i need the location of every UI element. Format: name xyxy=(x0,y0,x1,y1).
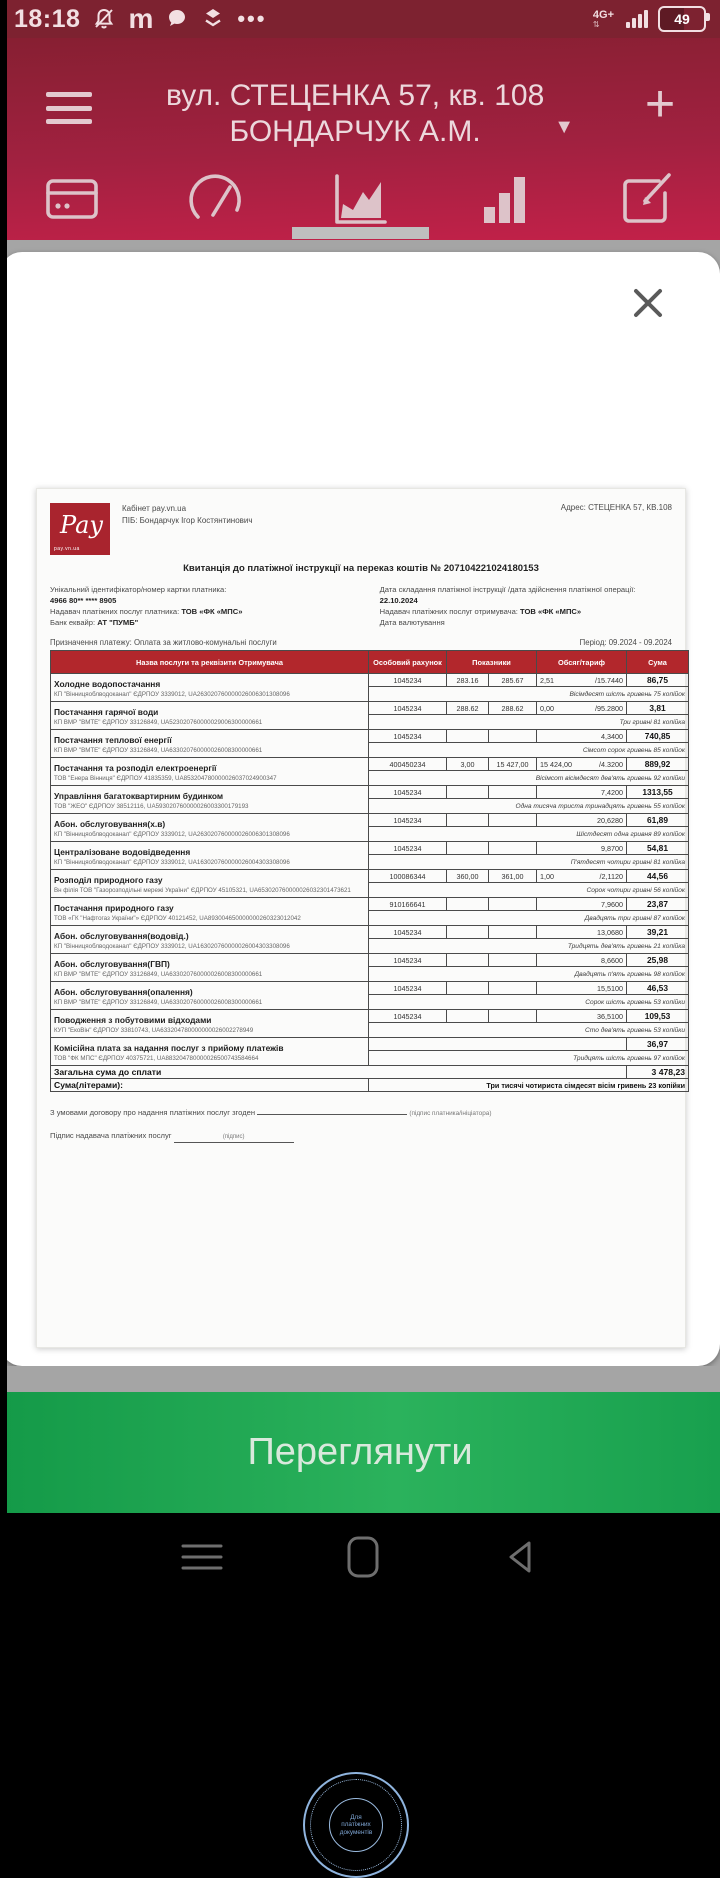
account-cell: 1045234 xyxy=(369,674,447,687)
volume-tariff-cell: 20,6280 xyxy=(537,814,627,827)
reading-prev-cell xyxy=(447,954,489,967)
table-row xyxy=(51,674,689,687)
volume-tariff-cell: 7,9600 xyxy=(537,898,627,911)
pay-logo: Pay pay.vn.ua xyxy=(50,503,110,555)
service-name-cell: Розподіл природного газу Вн філія ТОВ "Газорозподільні мережі України" ЄДРПОУ 45105321, UA653020760000026032301473621 xyxy=(51,870,369,898)
page-title: вул. СТЕЦЕНКА 57, кв. 108 БОНДАРЧУК А.М. xyxy=(165,79,545,148)
reading-curr-cell xyxy=(489,814,537,827)
close-icon[interactable] xyxy=(628,284,668,324)
active-tab-indicator xyxy=(292,227,429,239)
reading-prev-cell: 283.16 xyxy=(447,674,489,687)
sum-cell: 39,21 xyxy=(627,926,689,939)
receipt-title: Квитанція до платіжної інструкції на переказ коштів № 207104221024180153 xyxy=(183,563,539,574)
bell-muted-icon xyxy=(92,7,116,31)
table-row xyxy=(51,786,689,799)
reading-curr-cell: 15 427,00 xyxy=(489,758,537,771)
info-line: Надавач платіжних послуг платника: ТОВ «ФК «МПС» xyxy=(50,607,243,616)
table-row xyxy=(51,814,689,827)
table-row xyxy=(51,898,689,911)
signature-section: З умовами договору про надання платіжних послуг згоден (підпис платника/ініціатора) Підпис надавача платіжних послуг (підпис) Для платіжних документів xyxy=(50,1106,672,1143)
reading-prev-cell xyxy=(447,814,489,827)
service-name-cell: Абон. обслуговування(водовід.) КП "Вінницяоблводоканал" ЄДРПОУ 3339012, UA163020760000026004303308096 xyxy=(51,926,369,954)
battery-level: 49 xyxy=(674,11,690,27)
reading-prev-cell xyxy=(447,1010,489,1023)
volume-tariff-cell: 15 424,00 /4.3200 xyxy=(537,758,627,771)
reading-curr-cell xyxy=(489,954,537,967)
amount-in-words-cell: Сімсот сорок гривень 85 копійок xyxy=(369,743,689,758)
account-cell: 1045234 xyxy=(369,1010,447,1023)
app-header xyxy=(0,38,720,240)
payer-info-block xyxy=(50,584,380,628)
bar-chart-icon xyxy=(476,171,532,227)
info-line: 22.10.2024 xyxy=(379,596,418,605)
volume-tariff-cell: 2,51 /15.7440 xyxy=(537,674,627,687)
amount-in-words-cell: Шістдесят одна гривня 89 копійок xyxy=(369,827,689,842)
volume-tariff-cell: 0,00 /95.2800 xyxy=(537,702,627,715)
amount-in-words-cell: Вісімсот вісімдесят дев'ять гривень 92 копійки xyxy=(369,771,689,786)
reading-curr-cell xyxy=(489,926,537,939)
account-cell: 910166641 xyxy=(369,898,447,911)
amount-in-words-cell: Тридцять дев'ять гривень 21 копійка xyxy=(369,939,689,954)
round-stamp: Для платіжних документів xyxy=(303,1772,409,1878)
home-button[interactable] xyxy=(343,1534,383,1580)
reading-curr-cell xyxy=(489,842,537,855)
sum-cell: 44,56 xyxy=(627,870,689,883)
account-cell: 1045234 xyxy=(369,982,447,995)
sum-cell: 740,85 xyxy=(627,730,689,743)
reading-prev-cell xyxy=(447,926,489,939)
clock: 18:18 xyxy=(14,4,81,33)
amount-in-words-cell: Тридцять шість гривень 97 копійок xyxy=(369,1051,689,1066)
address-line: Адрес: СТЕЦЕНКА 57, КВ.108 xyxy=(560,503,672,512)
table-header-row xyxy=(51,651,689,674)
service-name-cell: Постачання теплової енергії КП ВМР "ВМТЕ" ЄДРПОУ 33126849, UA633020760000026008300000661 xyxy=(51,730,369,758)
volume-tariff-cell: 9,8700 xyxy=(537,842,627,855)
gauge-icon xyxy=(186,171,246,227)
info-line: Надавач платіжних послуг отримувача: ТОВ «ФК «МПС» xyxy=(379,607,582,616)
volume-tariff-cell: 15,5100 xyxy=(537,982,627,995)
sum-cell: 1313,55 xyxy=(627,786,689,799)
table-row xyxy=(51,1010,689,1023)
amount-in-words-cell: Двадцять п'ять гривень 98 копійок xyxy=(369,967,689,982)
table-row xyxy=(51,982,689,995)
sum-cell: 23,87 xyxy=(627,898,689,911)
chevron-down-icon: ▼ xyxy=(554,115,575,138)
screen-edge xyxy=(0,0,7,1600)
address-selector[interactable] xyxy=(120,78,620,150)
account-cell: 1045234 xyxy=(369,702,447,715)
total-amount: 3 478,23 xyxy=(627,1066,689,1079)
service-name-cell: Управління багатоквартирним будинком ТОВ "ЖЕО" ЄДРПОУ 38512116, UA593020760000026003300179193 xyxy=(51,786,369,814)
sum-cell: 109,53 xyxy=(627,1010,689,1023)
chat-bubble-icon xyxy=(165,7,189,31)
total-words-row: Сума(літерами): Три тисячі чотириста сімдесят вісім гривень 23 копійки xyxy=(51,1079,689,1092)
period-label: Період: 09.2024 - 09.2024 xyxy=(579,638,672,647)
reading-prev-cell xyxy=(447,786,489,799)
sum-cell: 889,92 xyxy=(627,758,689,771)
recents-button[interactable] xyxy=(179,1540,225,1574)
sum-cell: 3,81 xyxy=(627,702,689,715)
service-name-cell: Централізоване водовідведення КП "Вінницяоблводоканал" ЄДРПОУ 3339012, UA163020760000026004303308096 xyxy=(51,842,369,870)
reading-prev-cell xyxy=(447,730,489,743)
col-account: Особовий рахунок xyxy=(369,651,447,674)
sum-cell: 54,81 xyxy=(627,842,689,855)
tab-statistics[interactable] xyxy=(432,156,576,242)
amount-in-words-cell: Сто дев'ять гривень 53 копійки xyxy=(369,1023,689,1038)
account-cell: 1045234 xyxy=(369,842,447,855)
amount-in-words-cell: Одна тисяча триста тринадцять гривень 55 копійок xyxy=(369,799,689,814)
tab-cards[interactable] xyxy=(0,156,144,242)
service-name-cell: Постачання гарячої води КП ВМР "ВМТЕ" ЄДРПОУ 33126849, UA523020760000029006300000661 xyxy=(51,702,369,730)
sum-cell: 86,75 xyxy=(627,674,689,687)
reading-prev-cell xyxy=(447,898,489,911)
reading-curr-cell xyxy=(489,1010,537,1023)
sum-cell: 46,53 xyxy=(627,982,689,995)
table-row xyxy=(51,870,689,883)
home-icon xyxy=(343,1534,383,1580)
col-volume-tariff: Обсяг/тариф xyxy=(537,651,627,674)
total-in-words: Три тисячі чотириста сімдесят вісім гривень 23 копійки xyxy=(369,1079,689,1092)
sum-cell: 36,97 xyxy=(627,1038,689,1051)
account-cell: 1045234 xyxy=(369,926,447,939)
layers-icon xyxy=(201,7,225,31)
cabinet-info: Кабінет pay.vn.ua ПІБ: Бондарчук Ігор Костянтинович xyxy=(122,504,253,525)
amount-in-words-cell: Вісімдесят шість гривень 75 копійок xyxy=(369,687,689,702)
blank-cell xyxy=(369,1038,627,1051)
table-row xyxy=(51,702,689,715)
service-name-cell: Абон. обслуговування(х.в) КП "Вінницяоблводоканал" ЄДРПОУ 3339012, UA263020760000026006301308096 xyxy=(51,814,369,842)
reading-prev-cell: 288.62 xyxy=(447,702,489,715)
info-line: Банк еквайр: АТ "ПУМБ" xyxy=(50,618,139,627)
reading-prev-cell: 3,00 xyxy=(447,758,489,771)
col-readings: Показники xyxy=(447,651,537,674)
amount-in-words-cell: Сорок шість гривень 53 копійки xyxy=(369,995,689,1010)
service-name-cell: Абон. обслуговування(опалення) КП ВМР "ВМТЕ" ЄДРПОУ 33126849, UA633020760000026008300000661 xyxy=(51,982,369,1010)
view-button[interactable]: Переглянути xyxy=(0,1392,720,1513)
table-row xyxy=(51,954,689,967)
reading-prev-cell: 360,00 xyxy=(447,870,489,883)
services-table xyxy=(50,650,689,1092)
account-cell: 1045234 xyxy=(369,786,447,799)
recents-icon xyxy=(179,1540,225,1574)
sheet-backdrop-bottom xyxy=(0,1366,720,1392)
volume-tariff-cell: 4,3400 xyxy=(537,730,627,743)
payment-purpose: Призначення платежу: Оплата за житлово-комунальні послуги xyxy=(50,638,277,647)
table-row xyxy=(51,758,689,771)
volume-tariff-cell: 8,6600 xyxy=(537,954,627,967)
reading-prev-cell xyxy=(447,842,489,855)
table-row xyxy=(51,842,689,855)
table-row xyxy=(51,730,689,743)
account-cell: 1045234 xyxy=(369,814,447,827)
sum-cell: 25,98 xyxy=(627,954,689,967)
volume-tariff-cell: 7,4200 xyxy=(537,786,627,799)
reading-curr-cell xyxy=(489,786,537,799)
menu-button[interactable] xyxy=(46,92,92,124)
amount-in-words-cell: П'ятдесят чотири гривні 81 копійка xyxy=(369,855,689,870)
battery-icon xyxy=(658,6,706,32)
reading-curr-cell xyxy=(489,730,537,743)
signal-strength-icon xyxy=(626,10,648,28)
amount-in-words-cell: Сорок чотири гривні 56 копійок xyxy=(369,883,689,898)
table-row xyxy=(51,1038,689,1051)
network-indicator: 4G+ ⇅ xyxy=(592,8,614,29)
service-name-cell: Поводження з побутовими відходами КУП "ЕкоВін" ЄДРПОУ 33810743, UA633204780000000026002278949 xyxy=(51,1010,369,1038)
reading-curr-cell: 288.62 xyxy=(489,702,537,715)
payment-info-block xyxy=(380,584,672,628)
reading-curr-cell: 285.67 xyxy=(489,674,537,687)
status-bar xyxy=(0,0,720,38)
area-chart-icon xyxy=(329,170,391,228)
account-cell: 100086344 xyxy=(369,870,447,883)
account-cell: 1045234 xyxy=(369,954,447,967)
reading-prev-cell xyxy=(447,982,489,995)
card-icon xyxy=(42,173,102,225)
compose-icon xyxy=(619,171,677,227)
back-button[interactable] xyxy=(501,1537,541,1577)
account-cell: 1045234 xyxy=(369,730,447,743)
info-line: Унікальний ідентифікатор/номер картки платника: xyxy=(50,585,227,594)
sum-cell: 61,89 xyxy=(627,814,689,827)
reading-curr-cell xyxy=(489,982,537,995)
col-sum: Сума xyxy=(627,651,689,674)
info-line: 4966 80** **** 8905 xyxy=(50,596,117,605)
volume-tariff-cell: 1,00 /2,1120 xyxy=(537,870,627,883)
volume-tariff-cell: 36,5100 xyxy=(537,1010,627,1023)
info-line: Дата складання платіжної інструкції /дата здійснення платіжної операції: xyxy=(379,585,636,594)
service-name-cell: Абон. обслуговування(ГВП) КП ВМР "ВМТЕ" ЄДРПОУ 33126849, UA633020760000026008300000661 xyxy=(51,954,369,982)
service-name-cell: Постачання природного газу ТОВ «ГК "Нафтогаз України"» ЄДРПОУ 40121452, UA893004650000000260323012042 xyxy=(51,898,369,926)
total-row: Загальна сума до сплати 3 478,23 xyxy=(51,1066,689,1079)
account-cell: 400450234 xyxy=(369,758,447,771)
col-service: Назва послуги та реквізити Отримувача xyxy=(51,651,369,674)
more-icon: ••• xyxy=(237,6,267,31)
service-name-cell: Холодне водопостачання КП "Вінницяоблводоканал" ЄДРПОУ 3339012, UA263020760000026006301308096 xyxy=(51,674,369,702)
navigation-bar xyxy=(0,1513,720,1600)
amount-in-words-cell: Двадцять три гривні 87 копійок xyxy=(369,911,689,926)
m-app-icon: m xyxy=(128,3,154,34)
add-button[interactable]: + xyxy=(636,80,684,128)
service-name-cell: Постачання та розподіл електроенергії ТОВ "Енера Вінниця" ЄДРПОУ 41835359, UA853204780000026037024900347 xyxy=(51,758,369,786)
back-icon xyxy=(501,1537,541,1577)
volume-tariff-cell: 13,0680 xyxy=(537,926,627,939)
service-name-cell: Комісійна плата за надання послуг з прийому платежів ТОВ "ФК МПС" ЄДРПОУ 40375721, UA883204780000026500743584664 xyxy=(51,1038,369,1066)
amount-in-words-cell: Три гривні 81 копійка xyxy=(369,715,689,730)
reading-curr-cell xyxy=(489,898,537,911)
tab-compose[interactable] xyxy=(576,156,720,242)
table-row xyxy=(51,926,689,939)
reading-curr-cell: 361,00 xyxy=(489,870,537,883)
info-line: Дата валютування xyxy=(379,618,445,627)
tab-meters[interactable] xyxy=(144,156,288,242)
